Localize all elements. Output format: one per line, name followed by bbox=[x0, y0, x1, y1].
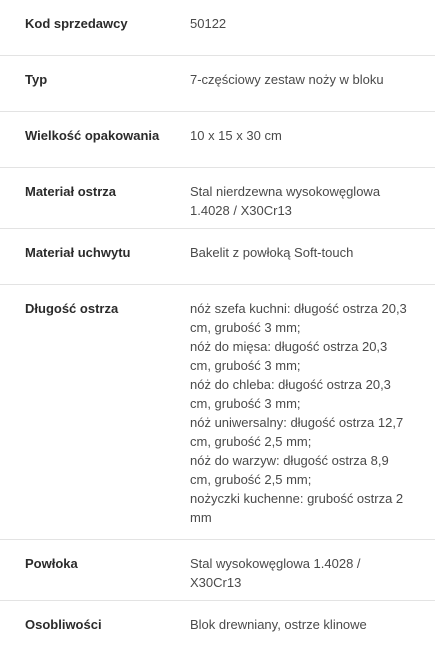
spec-value-line: cm, grubość 3 mm; bbox=[190, 318, 419, 337]
spec-row-package-size bbox=[0, 112, 435, 168]
spec-value-line: nóż uniwersalny: długość ostrza 12,7 bbox=[190, 413, 419, 432]
spec-label: Powłoka bbox=[0, 540, 190, 601]
spec-value-line: nóż do warzyw: długość ostrza 8,9 bbox=[190, 451, 419, 470]
spec-row-seller-code bbox=[0, 0, 435, 56]
spec-value bbox=[190, 601, 435, 656]
spec-value-line: nóż do chleba: długość ostrza 20,3 bbox=[190, 375, 419, 394]
spec-value bbox=[190, 285, 435, 540]
spec-row-type bbox=[0, 56, 435, 112]
spec-value-line: cm, grubość 3 mm; bbox=[190, 394, 419, 413]
spec-value-line: cm, grubość 2,5 mm; bbox=[190, 470, 419, 489]
spec-value-line: 7-częściowy zestaw noży w bloku bbox=[190, 70, 419, 89]
spec-value bbox=[190, 540, 435, 601]
spec-label: Długość ostrza bbox=[0, 285, 190, 540]
spec-row-features bbox=[0, 601, 435, 656]
spec-row-blade-material bbox=[0, 168, 435, 229]
spec-label: Kod sprzedawcy bbox=[0, 0, 190, 56]
spec-value-line: Bakelit z powłoką Soft-touch bbox=[190, 243, 419, 262]
spec-row-blade-length bbox=[0, 285, 435, 540]
spec-label: Materiał uchwytu bbox=[0, 229, 190, 285]
spec-value bbox=[190, 56, 435, 112]
spec-value bbox=[190, 112, 435, 168]
spec-value-line: mm bbox=[190, 508, 419, 527]
spec-value-line: 50122 bbox=[190, 14, 419, 33]
spec-value-line: 1.4028 / X30Cr13 bbox=[190, 201, 419, 220]
spec-value-line: nożyczki kuchenne: grubość ostrza 2 bbox=[190, 489, 419, 508]
spec-value-line: Blok drewniany, ostrze klinowe bbox=[190, 615, 419, 634]
spec-label: Wielkość opakowania bbox=[0, 112, 190, 168]
spec-value-line: 10 x 15 x 30 cm bbox=[190, 126, 419, 145]
spec-value-line: nóż do mięsa: długość ostrza 20,3 bbox=[190, 337, 419, 356]
spec-label: Osobliwości bbox=[0, 601, 190, 656]
spec-label: Typ bbox=[0, 56, 190, 112]
spec-row-handle-material bbox=[0, 229, 435, 285]
spec-value-line: X30Cr13 bbox=[190, 573, 419, 592]
spec-value-line: cm, grubość 3 mm; bbox=[190, 356, 419, 375]
spec-label: Materiał ostrza bbox=[0, 168, 190, 229]
spec-value-line: nóż szefa kuchni: długość ostrza 20,3 bbox=[190, 299, 419, 318]
spec-value-line: Stal wysokowęglowa 1.4028 / bbox=[190, 554, 419, 573]
spec-value bbox=[190, 0, 435, 56]
spec-value bbox=[190, 168, 435, 229]
spec-value-line: Stal nierdzewna wysokowęglowa bbox=[190, 182, 419, 201]
spec-row-coating bbox=[0, 540, 435, 601]
spec-value bbox=[190, 229, 435, 285]
spec-value-line: cm, grubość 2,5 mm; bbox=[190, 432, 419, 451]
